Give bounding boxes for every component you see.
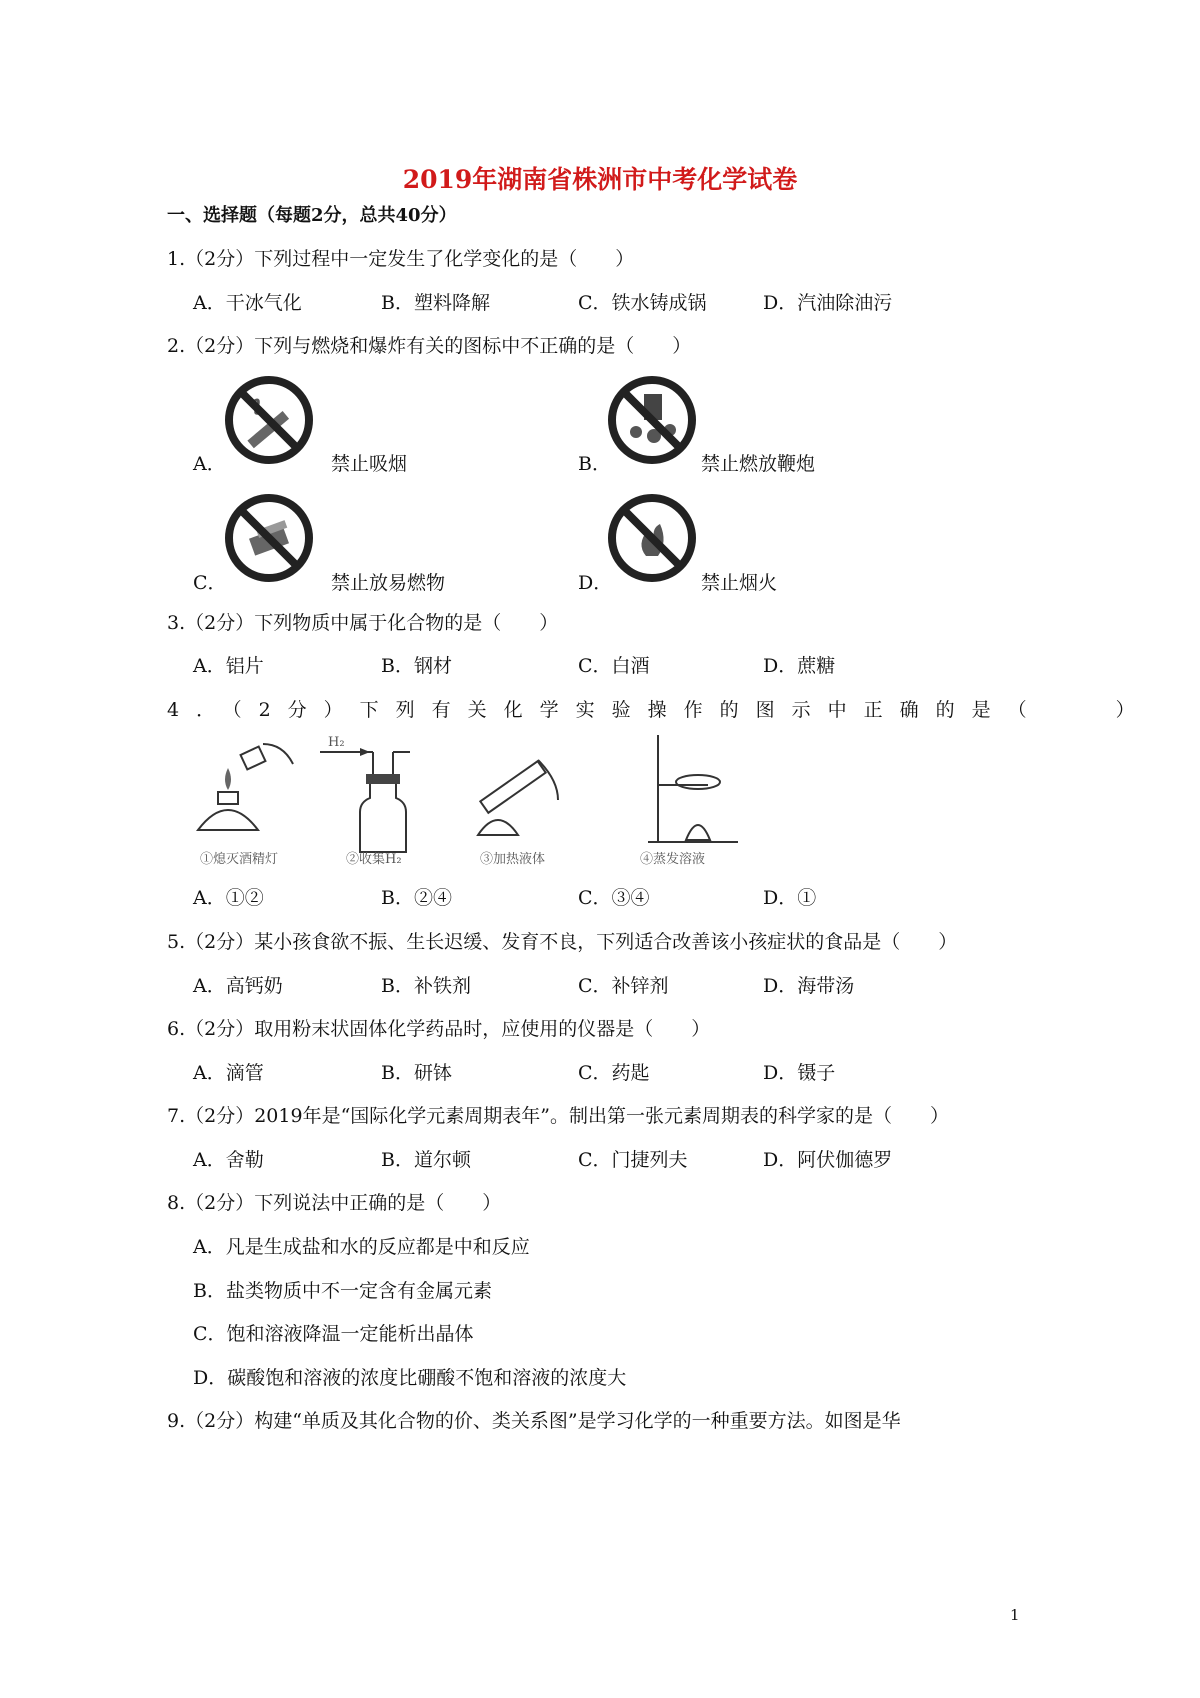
q8-option-b: B．盐类物质中不一定含有金属元素: [193, 1280, 492, 1302]
q6-option-a: A．滴管: [193, 1062, 264, 1084]
q5-option-d: D．海带汤: [763, 975, 855, 997]
q2-option-b-letter: B．: [578, 453, 611, 475]
q5-option-b: B．补铁剂: [381, 975, 471, 997]
q4-option-a: A．①②: [193, 887, 264, 909]
q7-option-b: B．道尔顿: [381, 1149, 471, 1171]
question-5-stem: 5.（2分）某小孩食欲不振、生长迟缓、发育不良，下列适合改善该小孩症状的食品是（ ）: [167, 931, 958, 953]
exam-title: 2019年湖南省株洲市中考化学试卷: [402, 165, 798, 194]
q7-option-a: A．舍勒: [193, 1149, 264, 1171]
question-8-stem: 8.（2分）下列说法中正确的是（ ）: [167, 1192, 502, 1214]
q8-option-d: D．碳酸饱和溶液的浓度比硼酸不饱和溶液的浓度大: [193, 1367, 627, 1389]
q1-option-b: B．塑料降解: [381, 292, 490, 314]
no-open-flame-icon: [606, 492, 698, 584]
q5-option-c: C．补锌剂: [578, 975, 669, 997]
no-smoking-icon: [223, 374, 315, 466]
no-flammables-icon: [223, 492, 315, 584]
q1-option-a: A．干冰气化: [193, 292, 302, 314]
q6-option-d: D．镊子: [763, 1062, 836, 1084]
question-4-stem: 4．（2分）下列有关化学实验操作的图示中正确的是（ ）: [167, 699, 1152, 721]
lab-operations-figure: [188, 730, 748, 870]
q2-option-c-label: 禁止放易燃物: [331, 572, 446, 594]
question-1-stem: 1.（2分）下列过程中一定发生了化学变化的是（ ）: [167, 248, 635, 270]
figure-1-caption: ①熄灭酒精灯: [200, 852, 279, 867]
q4-option-c: C．③④: [578, 887, 650, 909]
q3-option-d: D．蔗糖: [763, 655, 836, 677]
question-3-stem: 3.（2分）下列物质中属于化合物的是（ ）: [167, 612, 559, 634]
q3-option-a: A．铝片: [193, 655, 264, 677]
q5-option-a: A．高钙奶: [193, 975, 283, 997]
q8-option-c: C．饱和溶液降温一定能析出晶体: [193, 1323, 474, 1345]
gas-bottle-figure: [320, 735, 410, 852]
q1-option-c: C．铁水铸成锅: [578, 292, 707, 314]
heating-liquid-figure: [478, 760, 558, 835]
q2-option-c-letter: C．: [193, 572, 227, 594]
question-6-stem: 6.（2分）取用粉末状固体化学药品时，应使用的仪器是（ ）: [167, 1018, 711, 1040]
q3-option-b: B．钢材: [381, 655, 452, 677]
figure-2-caption: ②收集H₂: [346, 852, 402, 867]
q7-option-c: C．门捷列夫: [578, 1149, 688, 1171]
page-number: 1: [1010, 1606, 1020, 1624]
q8-option-a: A．凡是生成盐和水的反应都是中和反应: [193, 1236, 530, 1258]
section-heading: 一、选择题（每题2分，总共40分）: [167, 205, 457, 226]
no-firecrackers-icon: [606, 374, 698, 466]
question-2-stem: 2.（2分）下列与燃烧和爆炸有关的图标中不正确的是（ ）: [167, 335, 692, 357]
alcohol-lamp-figure: [198, 744, 293, 830]
figure-2-gas-label: H₂: [328, 735, 345, 750]
q3-option-c: C．白酒: [578, 655, 650, 677]
q7-option-d: D．阿伏伽德罗: [763, 1149, 893, 1171]
q2-option-a-letter: A．: [193, 453, 226, 475]
q2-option-a-label: 禁止吸烟: [331, 453, 408, 475]
q4-option-d: D．①: [763, 887, 817, 909]
figure-4-caption: ④蒸发溶液: [640, 852, 706, 867]
q4-option-b: B．②④: [381, 887, 452, 909]
question-7-stem: 7.（2分）2019年是“国际化学元素周期表年”。制出第一张元素周期表的科学家的是（ ）: [167, 1105, 949, 1127]
q2-option-b-label: 禁止燃放鞭炮: [701, 453, 816, 475]
q6-option-c: C．药匙: [578, 1062, 650, 1084]
evaporation-figure: [648, 735, 738, 842]
q2-option-d-label: 禁止烟火: [701, 572, 778, 594]
q2-option-d-letter: D．: [578, 572, 613, 594]
q1-option-d: D．汽油除油污: [763, 292, 893, 314]
figure-3-caption: ③加热液体: [480, 852, 546, 867]
q6-option-b: B．研钵: [381, 1062, 452, 1084]
question-9-stem: 9.（2分）构建“单质及其化合物的价、类关系图”是学习化学的一种重要方法。如图是华: [167, 1410, 901, 1432]
